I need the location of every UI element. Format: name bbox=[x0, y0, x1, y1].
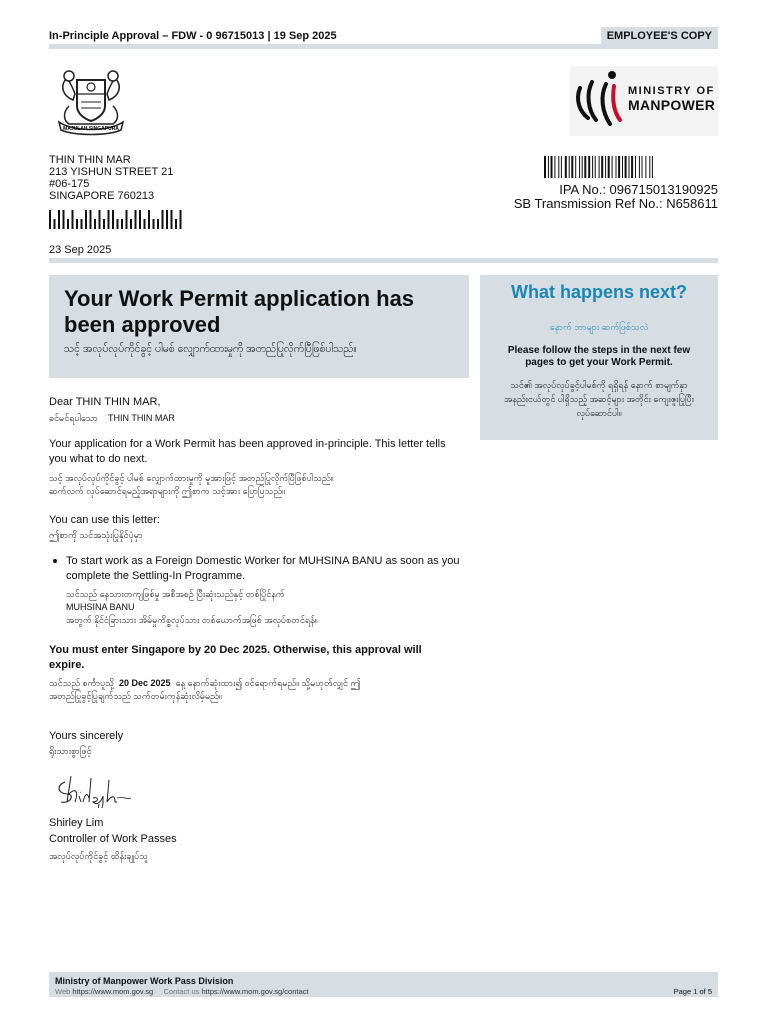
postal-barcode-bar bbox=[99, 210, 101, 229]
barcode-bar bbox=[629, 156, 630, 178]
postal-barcode-bar bbox=[85, 210, 87, 229]
next-steps-instruction-burmese: သင်၏ အလုပ်လုပ်ခွင့်ပါမစ်ကို ရရှိရန် နောက် စာမျက်နှာအနည်းငယ်တွင် ပါရှိသည့် အဆင့်များ အတိုင်း ကျေးဇူးပြုပြီး လုပ်ဆောင်ပါ။ bbox=[503, 380, 695, 418]
barcode-bar bbox=[582, 156, 583, 178]
postal-barcode-bar bbox=[76, 219, 78, 229]
postal-barcode-bar bbox=[72, 210, 74, 229]
barcode-bar bbox=[575, 156, 576, 178]
postal-barcode-bar bbox=[94, 219, 96, 229]
usage-list-item bbox=[49, 554, 468, 584]
postal-barcode-bar bbox=[180, 210, 182, 229]
barcode-bar bbox=[601, 156, 603, 178]
reference-barcode bbox=[544, 156, 718, 178]
barcode-bar bbox=[649, 156, 650, 178]
next-steps-title: What happens next? bbox=[510, 282, 687, 302]
signer-title-burmese: အလုပ်လုပ်ကိုင်ခွင့် ထိန်းချုပ်သူ bbox=[49, 851, 149, 861]
postal-barcode-bar bbox=[148, 210, 150, 229]
postal-barcode bbox=[49, 210, 183, 229]
recipient-street: 213 YISHUN STREET 21 bbox=[49, 166, 174, 178]
barcode-bar bbox=[565, 156, 567, 178]
barcode-bar bbox=[625, 156, 627, 178]
postal-barcode-bar bbox=[175, 219, 177, 229]
next-steps-instruction: Please follow the steps in the next few pages to get your Work Permit. bbox=[507, 345, 691, 368]
postal-barcode-bar bbox=[103, 219, 105, 229]
footer-links: Web https://www.mom.gov.sg Contact us https://www.mom.gov.sg/contact bbox=[55, 987, 309, 996]
postal-barcode-bar bbox=[67, 219, 69, 229]
recipient-unit: #06-175 bbox=[49, 178, 90, 190]
entry-deadline-warning: You must enter Singapore by 20 Dec 2025. Otherwise, this approval will expire. bbox=[49, 644, 422, 671]
postal-barcode-bar bbox=[108, 210, 110, 229]
what-happens-next-panel bbox=[480, 275, 718, 440]
page-footer bbox=[49, 972, 718, 997]
barcode-bar bbox=[622, 156, 623, 178]
document-header-title: In-Principle Approval – FDW - 0 96715013 | 19 Sep 2025 bbox=[49, 30, 337, 42]
barcode-bar bbox=[561, 156, 562, 178]
address-divider bbox=[49, 258, 718, 263]
web-link[interactable]: https://www.mom.gov.sg bbox=[72, 987, 154, 996]
postal-barcode-bar bbox=[112, 210, 114, 229]
postal-barcode-bar bbox=[81, 219, 83, 229]
barcode-bar bbox=[645, 156, 646, 178]
signer-name: Shirley Lim bbox=[49, 817, 104, 829]
barcode-bar bbox=[608, 156, 610, 178]
postal-barcode-bar bbox=[126, 210, 128, 229]
barcode-bar bbox=[584, 156, 586, 178]
employer-name: MUHSINA BANU bbox=[66, 602, 135, 612]
next-steps-title-burmese: နောက် ဘာများ ဆက်ဖြစ်သလဲ bbox=[549, 322, 649, 332]
barcode-bar bbox=[599, 156, 600, 178]
header-divider bbox=[49, 44, 718, 49]
logo-line-manpower: MANPOWER bbox=[628, 97, 716, 113]
recipient-city: SINGAPORE 760213 bbox=[49, 190, 155, 202]
postal-barcode-bar bbox=[54, 219, 56, 229]
barcode-bar bbox=[592, 156, 593, 178]
postal-barcode-bar bbox=[153, 219, 155, 229]
closing-burmese: ရိုးသားစွာဖြင့် bbox=[49, 746, 92, 756]
postal-barcode-bar bbox=[166, 210, 168, 229]
barcode-bar bbox=[635, 156, 636, 178]
signer-title: Controller of Work Passes bbox=[49, 833, 177, 845]
barcode-bar bbox=[551, 156, 553, 178]
barcode-bar bbox=[548, 156, 549, 178]
usage-heading-burmese: ဤစာကို သင်အသုံးပြုနိုင်ပုံမှာ bbox=[49, 530, 143, 540]
usage-item-burmese: သင်သည် နေသားတကျဖြစ်မှု အစီအစဉ် ပြီးဆုံးသည်နှင့် တစ်ပြိုင်နက် MUHSINA BANU အတွက် နိုင်ငံခြားသား အိမ်မှုကိစ္စလုပ်သား တစ်ယောက်အဖြစ် အလုပ်စတင်ရန်။ bbox=[66, 588, 456, 627]
page-title-burmese: သင့် အလုပ်လုပ်ကိုင်ခွင့် ပါမစ် လျှောက်ထားမှုကို အတည်ပြုလိုက်ပြီဖြစ်ပါသည်။ bbox=[64, 343, 357, 355]
postal-barcode-bar bbox=[171, 210, 173, 229]
entry-deadline-burmese: သင်သည် စင်္ကာပူသို့ 20 Dec 2025 နေ့ နောက်ဆုံးထား၍ ဝင်ရောက်ရမည်။ သို့မဟုတ်လျှင် ဤ အတည်ပြုခွင့်ပြုချက်သည် သက်တမ်းကုန်ဆုံးလိမ့်မည်။ bbox=[49, 678, 361, 701]
salutation-name: THIN THIN MAR bbox=[108, 413, 175, 423]
contact-link[interactable]: https://www.mom.gov.sg/contact bbox=[201, 987, 309, 996]
letter-date: 23 Sep 2025 bbox=[49, 244, 112, 256]
page-number: Page 1 of 5 bbox=[673, 987, 712, 996]
entry-deadline-date: 20 Dec 2025 bbox=[119, 678, 171, 688]
postal-barcode-bar bbox=[117, 219, 119, 229]
barcode-bar bbox=[652, 156, 653, 178]
barcode-bar bbox=[571, 156, 573, 178]
barcode-bar bbox=[616, 156, 617, 178]
svg-text:MAJULAH SINGAPURA: MAJULAH SINGAPURA bbox=[63, 126, 119, 132]
salutation-burmese: ခင်မင်ရပါသော THIN THIN MAR bbox=[49, 413, 175, 423]
singapore-crest-logo bbox=[49, 66, 133, 136]
barcode-bar bbox=[558, 156, 559, 178]
barcode-bar bbox=[588, 156, 590, 178]
postal-barcode-bar bbox=[121, 219, 123, 229]
logo-line-ministry: MINISTRY OF bbox=[628, 85, 715, 97]
recipient-address bbox=[49, 154, 173, 202]
intro-paragraph: Your application for a Work Permit has been approved in-principle. This letter tells you what to do next. bbox=[49, 438, 446, 465]
barcode-bar bbox=[618, 156, 620, 178]
barcode-bar bbox=[642, 156, 643, 178]
approval-banner bbox=[49, 275, 469, 378]
postal-barcode-bar bbox=[144, 219, 146, 229]
copy-label-badge: EMPLOYEE'S COPY bbox=[601, 27, 718, 45]
postal-barcode-bar bbox=[49, 210, 51, 229]
postal-barcode-bar bbox=[139, 210, 141, 229]
barcode-bar bbox=[595, 156, 596, 178]
barcode-bar bbox=[612, 156, 613, 178]
postal-barcode-bar bbox=[90, 210, 92, 229]
sb-transmission-ref: SB Transmission Ref No.: N658611 bbox=[513, 196, 718, 211]
bullet-point bbox=[53, 559, 57, 563]
postal-barcode-bar bbox=[135, 210, 137, 229]
barcode-bar bbox=[639, 156, 640, 178]
salutation: Dear THIN THIN MAR, bbox=[49, 396, 161, 408]
barcode-bar bbox=[569, 156, 570, 178]
postal-barcode-bar bbox=[157, 219, 159, 229]
ministry-of-manpower-logo bbox=[570, 66, 718, 136]
ipa-number: IPA No.: 096715013190925 bbox=[559, 182, 718, 197]
barcode-bar bbox=[579, 156, 580, 178]
postal-barcode-bar bbox=[162, 210, 164, 229]
closing: Yours sincerely bbox=[49, 730, 124, 742]
footer-organisation: Ministry of Manpower Work Pass Division bbox=[55, 976, 234, 986]
postal-barcode-bar bbox=[130, 219, 132, 229]
barcode-bar bbox=[605, 156, 606, 178]
barcode-bar bbox=[544, 156, 546, 178]
barcode-bar bbox=[631, 156, 633, 178]
postal-barcode-bar bbox=[58, 210, 60, 229]
postal-barcode-bar bbox=[63, 210, 65, 229]
page-title: Your Work Permit application has been approved bbox=[64, 286, 415, 337]
recipient-name: THIN THIN MAR bbox=[49, 154, 131, 166]
intro-burmese: သင့် အလုပ်လုပ်ကိုင်ခွင့် ပါမစ် လျှောက်ထားမှုကို မူအားဖြင့် အတည်ပြုလိုက်ပြီဖြစ်ပါသည်။ ဆက်လက် လုပ်ဆောင်ရမည့်အရာများကို ဤစာက သင့်အား ပြောပြသည်။ bbox=[49, 473, 334, 496]
reference-block bbox=[514, 183, 718, 211]
usage-heading: You can use this letter: bbox=[49, 514, 160, 526]
barcode-bar bbox=[554, 156, 555, 178]
handwritten-signature bbox=[53, 772, 133, 808]
usage-item-text: To start work as a Foreign Domestic Worker for MUHSINA BANU as soon as you complete the Settling-In Programme. bbox=[66, 555, 460, 582]
